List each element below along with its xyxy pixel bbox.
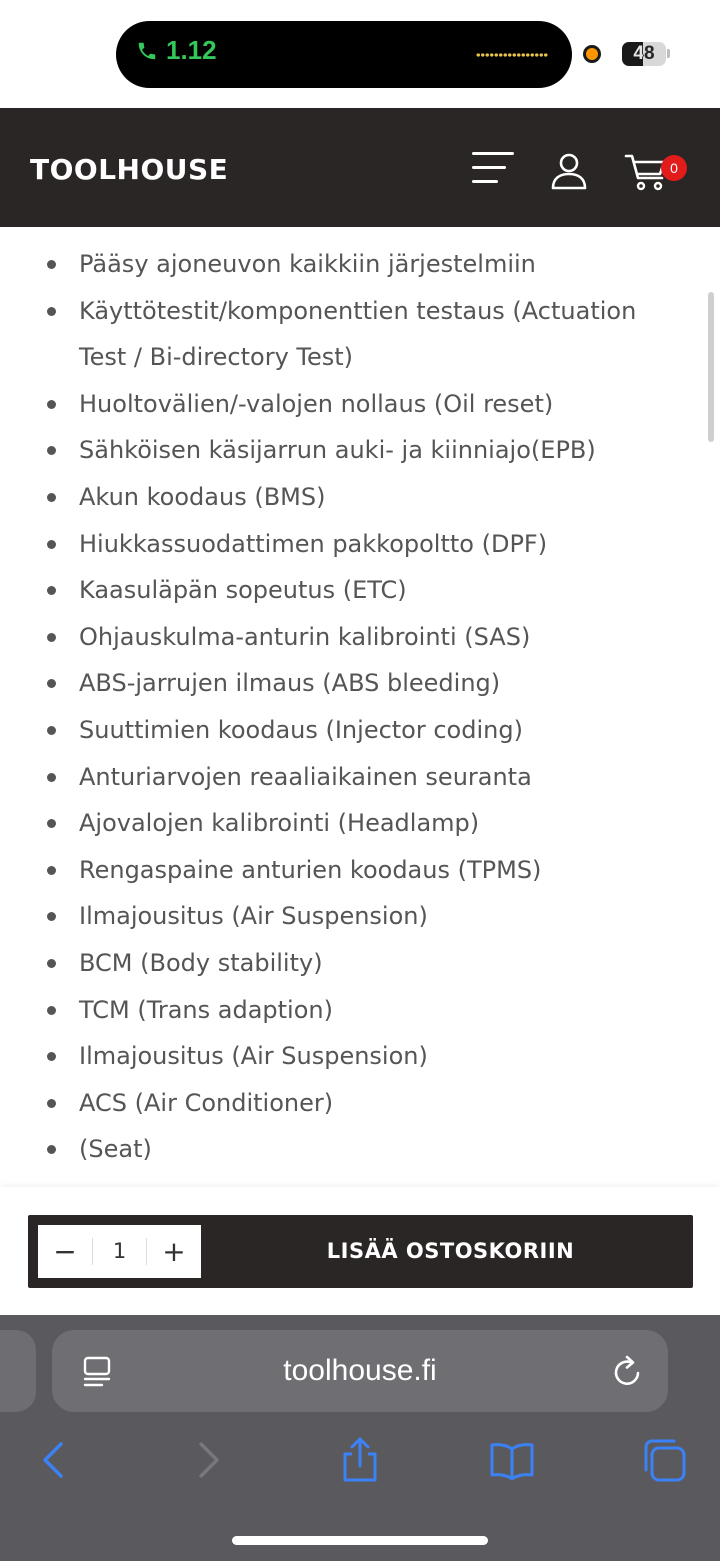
feature-list-item: ACS (Air Conditioner) bbox=[0, 1080, 720, 1127]
user-icon bbox=[550, 152, 588, 190]
feature-list-item: Hiukkassuodattimen pakkopoltto (DPF) bbox=[0, 521, 720, 568]
tabs-icon[interactable] bbox=[641, 1437, 687, 1483]
add-to-cart-bar bbox=[28, 1215, 693, 1288]
site-header bbox=[0, 108, 720, 227]
home-indicator[interactable] bbox=[232, 1536, 488, 1545]
phone-icon bbox=[136, 40, 158, 62]
call-indicator[interactable] bbox=[136, 35, 217, 66]
share-icon[interactable] bbox=[337, 1437, 383, 1483]
feature-list-item: ABS-jarrujen ilmaus (ABS bleeding) bbox=[0, 660, 720, 707]
site-logo[interactable]: TOOLHOUSE bbox=[30, 153, 229, 186]
scrollbar[interactable] bbox=[708, 292, 714, 442]
feature-list bbox=[0, 241, 720, 1173]
hamburger-icon-line bbox=[472, 180, 498, 183]
sticky-add-to-cart bbox=[0, 1187, 720, 1315]
feature-list-item: Suuttimien koodaus (Injector coding) bbox=[0, 707, 720, 754]
previous-tab-preview[interactable] bbox=[0, 1330, 36, 1412]
feature-list-item: Sähköisen käsijarrun auki- ja kiinniajo(EPB) bbox=[0, 427, 720, 474]
feature-list-item: BCM (Body stability) bbox=[0, 940, 720, 987]
account-button[interactable] bbox=[550, 152, 588, 190]
feature-list-item: Ajovalojen kalibrointi (Headlamp) bbox=[0, 800, 720, 847]
product-description bbox=[0, 227, 720, 1187]
feature-list-item: Anturiarvojen reaaliaikainen seuranta bbox=[0, 754, 720, 801]
add-to-cart-button[interactable]: LISÄÄ OSTOSKORIIN bbox=[326, 1239, 575, 1263]
microphone-indicator-icon bbox=[583, 45, 601, 63]
battery-cap bbox=[667, 49, 670, 58]
decrease-quantity-button[interactable]: − bbox=[53, 1235, 77, 1268]
bookmarks-icon[interactable] bbox=[489, 1437, 535, 1483]
browser-toolbar bbox=[0, 1315, 720, 1561]
feature-list-item: Ilmajousitus (Air Suspension) bbox=[0, 893, 720, 940]
feature-list-item: Kaasuläpän sopeutus (ETC) bbox=[0, 567, 720, 614]
feature-list-item: (Seat) bbox=[0, 1126, 720, 1173]
feature-list-item: Huoltovälien/-valojen nollaus (Oil reset) bbox=[0, 381, 720, 428]
battery-level: 48 bbox=[633, 43, 655, 64]
call-time: 1.12 bbox=[166, 35, 217, 65]
feature-list-item: Pääsy ajoneuvon kaikkiin järjestelmiin bbox=[0, 241, 720, 288]
increase-quantity-button[interactable]: + bbox=[162, 1235, 186, 1268]
back-icon[interactable] bbox=[30, 1437, 76, 1483]
status-bar bbox=[0, 0, 720, 108]
feature-list-item: Ohjauskulma-anturin kalibrointi (SAS) bbox=[0, 614, 720, 661]
menu-button[interactable] bbox=[472, 152, 514, 186]
feature-list-item: Ilmajousitus (Air Suspension) bbox=[0, 1033, 720, 1080]
battery-icon bbox=[622, 42, 666, 66]
feature-list-item: TCM (Trans adaption) bbox=[0, 987, 720, 1034]
address-bar[interactable] bbox=[52, 1330, 668, 1412]
feature-list-item: Akun koodaus (BMS) bbox=[0, 474, 720, 521]
quantity-stepper bbox=[38, 1225, 201, 1278]
reload-icon[interactable] bbox=[612, 1354, 644, 1388]
forward-icon[interactable] bbox=[186, 1437, 232, 1483]
url-text[interactable]: toolhouse.fi bbox=[283, 1354, 437, 1387]
quantity-input[interactable]: 1 bbox=[92, 1238, 147, 1265]
cart-count-badge: 0 bbox=[661, 155, 687, 181]
dynamic-island[interactable] bbox=[116, 21, 572, 88]
feature-list-item: Rengaspaine anturien koodaus (TPMS) bbox=[0, 847, 720, 894]
hamburger-icon bbox=[472, 152, 514, 155]
hamburger-icon-line bbox=[472, 166, 506, 169]
feature-list-item: Käyttötestit/komponenttien testaus (Actuation Test / Bi-directory Test) bbox=[0, 288, 720, 381]
audio-waveform bbox=[476, 51, 548, 59]
